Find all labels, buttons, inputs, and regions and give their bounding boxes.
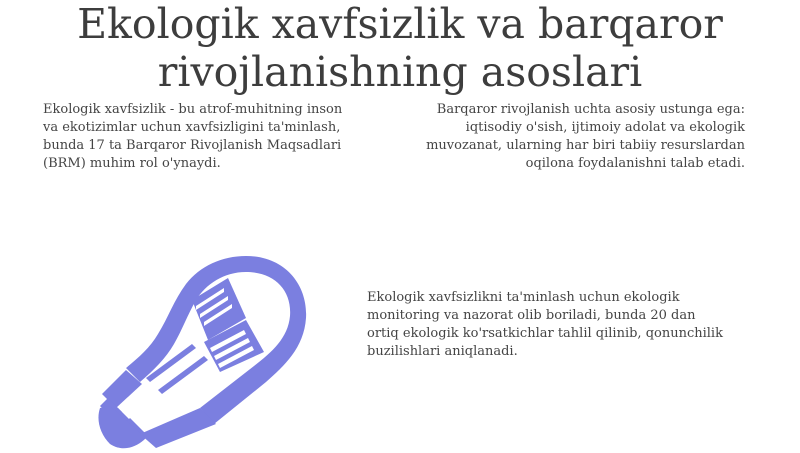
page-title: Ekologik xavfsizlik va barqaror rivojlanishning asoslari [77,0,723,96]
lightbulb-book-icon [96,248,311,449]
monitoring-paragraph: Ekologik xavfsizlikni ta'minlash uchun ekologik monitoring va nazorat olib boriladi, bunda 20 dan ortiq ekologik ko'rsatkichlar tahlil qilinib, qonunchilik buzilishlari aniqlanadi. [367,290,723,359]
pillars-paragraph: Barqaror rivojlanish uchta asosiy ustunga ega: iqtisodiy o'sish, ijtimoiy adolat va ekologik muvozanat, ularning har biri tabiiy resurslardan oqilona foydalanishni talab etadi. [426,102,745,171]
intro-paragraph: Ekologik xavfsizlik - bu atrof-muhitning inson va ekotizimlar uchun xavfsizligini ta'minlash, bunda 17 ta Barqaror Rivojlanish Maqsadlari (BRM) muhim rol o'ynaydi. [43,102,343,171]
